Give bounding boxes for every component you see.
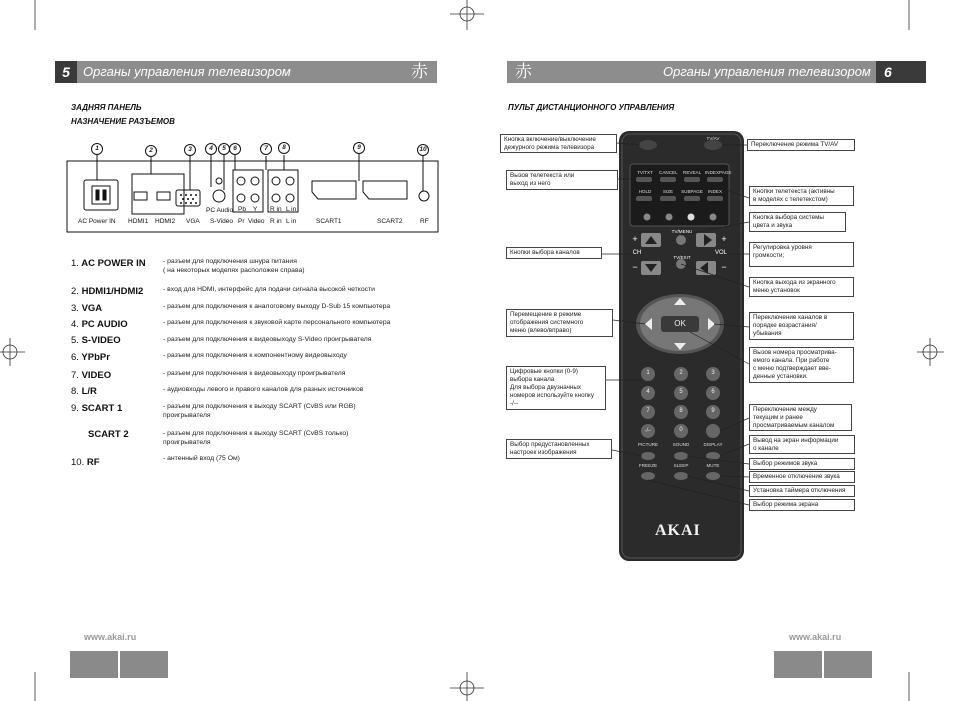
callout-menu-move: Перемещение в режиме отображения системного меню (влево/вправо) bbox=[506, 309, 613, 337]
callout-teletext: Вызов телетекста или выход из него bbox=[506, 170, 618, 190]
right-header-title: Органы управления телевизором bbox=[663, 64, 871, 79]
callout-display: Вывод на экран информации о канале bbox=[749, 435, 855, 454]
teletext-label: SIZE bbox=[662, 189, 674, 194]
connector-row: 3. VGA bbox=[71, 303, 103, 314]
right-subheading: ПУЛЬТ ДИСТАНЦИОННОГО УПРАВЛЕНИЯ bbox=[508, 103, 675, 112]
connector-desc: - разъем для подключения шнура питания ( на некоторых моделях расположен справа) bbox=[163, 258, 305, 274]
teletext-label: INDEXPAGE bbox=[705, 170, 732, 175]
port-label-svideo: S-Video bbox=[210, 218, 234, 225]
left-footer-block bbox=[70, 651, 118, 678]
right-header-band bbox=[507, 61, 926, 83]
remote-vol-plus: + bbox=[721, 234, 727, 244]
connector-row: 2. HDMI1/HDMI2 bbox=[71, 286, 144, 297]
diagram-number-2: 2 bbox=[145, 145, 157, 157]
callout-mute: Временное отключение звука bbox=[749, 471, 855, 483]
remote-ch-minus: − bbox=[632, 262, 638, 272]
port-label-scart1: SCART1 bbox=[316, 218, 342, 225]
left-header-band bbox=[55, 61, 437, 83]
callout-recall: Переключение между текущим и ранее просматриваемым каналом bbox=[749, 404, 852, 431]
teletext-label: INDEX bbox=[707, 189, 723, 194]
remote-body bbox=[619, 131, 744, 561]
remote-brand-logo: AKAI bbox=[655, 522, 701, 539]
diagram-number-6: 6 bbox=[229, 143, 241, 155]
remote-vol-label: VOL bbox=[714, 250, 727, 256]
remote-ch-label: CH bbox=[632, 250, 642, 256]
digit-button: 2 bbox=[679, 370, 683, 376]
right-footer-url[interactable]: www.akai.ru bbox=[789, 632, 842, 642]
port-label-pr: Pr bbox=[238, 218, 245, 225]
connector-row: 4. PC AUDIO bbox=[71, 319, 128, 330]
port-label-y: Y bbox=[253, 206, 258, 213]
port-label-ac: AC Power IN bbox=[78, 218, 116, 225]
remote-tvav-label: TV/AV bbox=[706, 136, 720, 141]
left-page-number: 5 bbox=[55, 61, 77, 83]
teletext-label: HOLD bbox=[638, 189, 652, 194]
connector-row: 8. L/R bbox=[71, 386, 97, 397]
left-header-title: Органы управления телевизором bbox=[83, 64, 291, 79]
callout-exit: Кнопка выхода из экранного меню установок bbox=[749, 277, 854, 297]
diagram-number-7: 7 bbox=[260, 143, 272, 155]
teletext-label: TV/TXT bbox=[637, 170, 653, 175]
digit-button: 9 bbox=[711, 408, 715, 414]
func-label: SLEEP bbox=[673, 463, 689, 468]
left-footer-url[interactable]: www.akai.ru bbox=[84, 632, 137, 642]
func-label: DISPLAY bbox=[703, 442, 723, 447]
digit-button: 8 bbox=[679, 408, 683, 414]
digit-button: 4 bbox=[646, 389, 650, 395]
connector-row: 1. AC POWER IN bbox=[71, 258, 146, 269]
callout-sound: Выбор режимов звука bbox=[749, 458, 855, 470]
port-label-rf: RF bbox=[420, 218, 429, 225]
callout-digits: Цифровые кнопки (0-9) выбора канала Для выбора двузначных номеров используйте кнопку -/-- bbox=[506, 366, 606, 410]
diagram-number-9: 9 bbox=[353, 142, 365, 154]
digit-button: -/-- bbox=[644, 428, 652, 434]
callout-freeze: Выбор режима экрана bbox=[749, 499, 855, 511]
connector-row: 5. S-VIDEO bbox=[71, 335, 121, 346]
port-label-hdmi2: HDMI2 bbox=[155, 218, 176, 225]
digit-button: 7 bbox=[646, 408, 650, 414]
left-subheading-1: ЗАДНЯЯ ПАНЕЛЬ bbox=[71, 103, 142, 112]
right-header-glyph: 赤 bbox=[515, 62, 532, 82]
connector-desc: - антенный вход (75 Ом) bbox=[163, 455, 240, 462]
connector-desc: - разъем для подключения к выходу SCART (CvBS только) проигрывателя bbox=[163, 430, 349, 446]
callout-volume: Регулировка уровня громкости; bbox=[749, 242, 854, 267]
connector-desc: - разъем для подключения к звуковой карте персонального компьютера bbox=[163, 319, 391, 326]
func-label: FREEZE bbox=[638, 463, 658, 468]
callout-picture: Выбор предустановленных настроек изображения bbox=[506, 439, 612, 459]
teletext-label: REVEAL bbox=[683, 170, 702, 175]
port-label-pb: Pb bbox=[238, 206, 246, 213]
connector-row: 10. RF bbox=[71, 457, 100, 468]
port-label-scart2: SCART2 bbox=[377, 218, 403, 225]
right-page-number: 6 bbox=[876, 61, 926, 83]
teletext-label: CANCEL bbox=[659, 170, 678, 175]
digit-button: 3 bbox=[711, 370, 715, 376]
port-label-hdmi1: HDMI1 bbox=[128, 218, 149, 225]
func-label: SOUND bbox=[672, 442, 690, 447]
callout-ok: Вызов номера просматрива- емого канала. При работе с меню подтверждает вве- денные установки. bbox=[749, 347, 854, 383]
connector-row: 9. SCART 1 bbox=[71, 403, 123, 414]
callout-channels: Кнопки выбора каналов bbox=[506, 247, 602, 259]
port-label-rin-top: R in bbox=[270, 206, 282, 213]
port-label-vga: VGA bbox=[186, 218, 200, 225]
func-label: PICTURE bbox=[637, 442, 659, 447]
digit-button: 1 bbox=[646, 370, 650, 376]
connector-row: SCART 2 bbox=[88, 429, 129, 440]
callout-channel-order: Переключение каналов в порядке возрастания/ убывания bbox=[749, 312, 854, 340]
connector-desc: - вход для HDMI, интерфейс для подачи сигнала высокой четкости bbox=[163, 286, 375, 293]
connector-row: 6. YPbPr bbox=[71, 352, 110, 363]
left-subheading-2: НАЗНАЧЕНИЕ РАЗЪЕМОВ bbox=[71, 117, 175, 126]
callout-power: Кнопка включение/выключение дежурного режима телевизора bbox=[500, 134, 617, 153]
diagram-number-8: 8 bbox=[278, 142, 290, 154]
connector-desc: - аудиовходы левого и правого каналов для разных источников bbox=[163, 386, 364, 393]
remote-vol-minus: − bbox=[721, 262, 727, 272]
callout-tvav: Переключение режима TV/AV bbox=[747, 139, 855, 151]
port-label-lin-top: L in bbox=[286, 206, 297, 213]
diagram-number-10: 10 bbox=[417, 144, 429, 156]
remote-tvexit-label: TV/EXIT bbox=[673, 255, 691, 260]
func-label: MUTE bbox=[706, 463, 720, 468]
connector-desc: - разъем для подключения к видеовыходу проигрывателя bbox=[163, 370, 346, 377]
callout-teletext-buttons: Кнопки телетекста (активны в моделях с телетекстом) bbox=[749, 186, 854, 206]
connector-desc: - разъем для подключения к аналоговому выходу D-Sub 15 компьютера bbox=[163, 303, 391, 310]
diagram-number-4: 4 bbox=[205, 143, 217, 155]
left-header-glyph: 赤 bbox=[411, 62, 428, 82]
port-label-video: Video bbox=[248, 218, 265, 225]
port-label-lin-bottom: L in bbox=[286, 218, 297, 225]
port-label-pc-audio: PC Audio bbox=[206, 207, 234, 214]
callout-color-system: Кнопка выбора системы цвета и звука bbox=[749, 212, 846, 232]
teletext-label: SUBPAGE bbox=[681, 189, 703, 194]
left-footer-block bbox=[120, 651, 168, 678]
diagram-number-5: 5 bbox=[218, 143, 230, 155]
port-label-rin-bottom: R in bbox=[270, 218, 282, 225]
digit-button: 0 bbox=[679, 427, 683, 433]
connector-row: 7. VIDEO bbox=[71, 370, 112, 381]
remote-ch-plus: + bbox=[632, 234, 638, 244]
callout-sleep: Установка таймера отключения bbox=[749, 485, 855, 497]
diagram-number-1: 1 bbox=[91, 143, 103, 155]
remote-ok-label: OK bbox=[674, 319, 686, 328]
connector-desc: - разъем для подключения к выходу SCART (CvBS или RGB) проигрывателя bbox=[163, 403, 356, 419]
remote-tvmenu-label: TV/MENU bbox=[671, 229, 693, 234]
digit-button: 5 bbox=[679, 389, 683, 395]
right-footer-block bbox=[774, 651, 822, 678]
right-footer-block bbox=[824, 651, 872, 678]
digit-button: 6 bbox=[711, 389, 715, 395]
connector-desc: - разъем для подключения к видеовыходу S-Video проигрывателя bbox=[163, 336, 372, 343]
diagram-number-3: 3 bbox=[184, 144, 196, 156]
connector-desc: - разъем для подключения к компонентному видеовыходу bbox=[163, 352, 347, 359]
